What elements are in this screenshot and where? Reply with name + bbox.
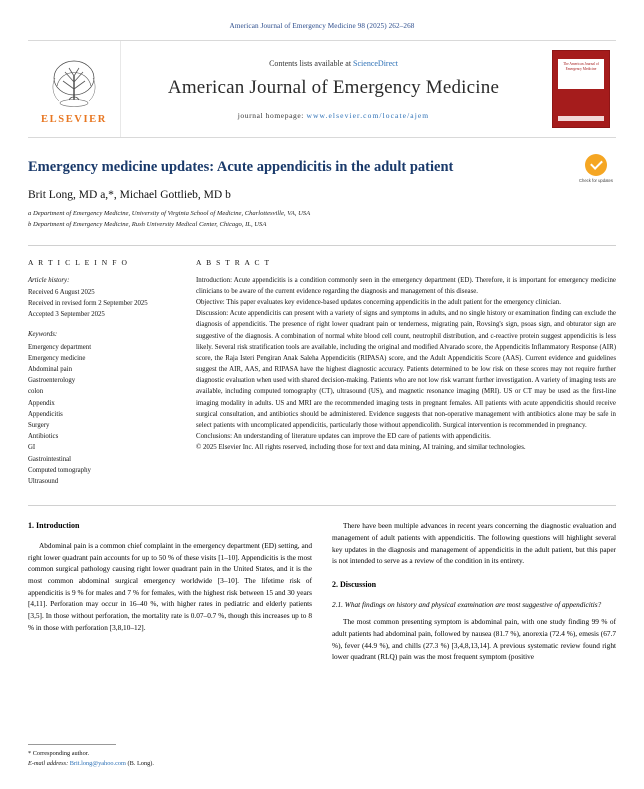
email-line bbox=[28, 759, 313, 769]
cover-image bbox=[552, 50, 610, 128]
body-column-right bbox=[332, 520, 616, 663]
publisher-name: ELSEVIER bbox=[41, 113, 107, 125]
body-column-left bbox=[28, 520, 312, 663]
homepage-line bbox=[238, 111, 430, 120]
paragraph: There have been multiple advances in recent years concerning the diagnostic evaluation and management of adult patients with appendicitis. The following questions will highlight several key updates in the diagnosis and management of appendicitis in the adult patient, but this paper is not intended to serve as a review of the condition in its entirety. bbox=[332, 521, 616, 566]
section-heading-discussion: 2. Discussion bbox=[332, 579, 377, 589]
abstract-discussion: Discussion: Acute appendicitis can present with a variety of signs and symptoms in adults, and no single history or examination finding can exclude the diagnosis of appendicitis. The presence of right lower quadrant pain or tenderness, migrating pain, Rovsing's sign, psoas sign, and obturator sign are suggestive of the diagnosis. A combination of normal white blood cell count, neutrophil distribution, and c-reactive protein suggest appendicitis is less likely. Several risk stratification tools are available, including the original and modified Alvarado score, the Appendicitis Inflammatory Response (AIR) score, the Raja Isteri Pengiran Anak Saleha Appendicitis (RIPASA) score, and the Adult Appendicitis Score (AAS). Current evidence and guidelines suggest the AIR, AAS, and RIPASA have the highest diagnostic accuracy. Patients determined to be low risk on these scores may not require further diagnostic evaluation when used with shared decision-making. Patients who are not low risk warrant further investigation. A variety of imaging tests are available, including computed tomography (CT), ultrasound (US), and magnetic resonance imaging (MRI). US or CT may be used as the first-line imaging modality in adults. US and MRI are the recommended imaging tests in pregnant females. All patients with acute appendicitis should receive surgical consultation, and antibiotics should be administered. Evidence suggests that non-operative management with antibiotics alone may be safe in select patients with uncomplicated appendicitis, particularly those without appendicolith. Surgical intervention is recommended in pregnancy. bbox=[196, 310, 616, 429]
article-head bbox=[28, 158, 616, 231]
divider-top bbox=[28, 245, 616, 246]
homepage-url[interactable]: www.elsevier.com/locate/ajem bbox=[306, 110, 430, 120]
email-suffix: (B. Long). bbox=[127, 759, 154, 767]
homepage-label: journal homepage: bbox=[237, 110, 304, 120]
contents-prefix: Contents lists available at bbox=[269, 58, 352, 68]
footnote-rule bbox=[28, 744, 116, 745]
history-label: Article history: bbox=[28, 276, 70, 284]
keyword-item: Appendicitis bbox=[28, 410, 63, 418]
keyword-item: Ultrasound bbox=[28, 478, 59, 486]
article-info-heading: A R T I C L E I N F O bbox=[28, 257, 129, 267]
keyword-item: Emergency department bbox=[28, 343, 92, 351]
article-history bbox=[28, 275, 178, 488]
check-icon bbox=[585, 154, 607, 176]
journal-title: American Journal of Emergency Medicine bbox=[167, 76, 500, 98]
keyword-item: Computed tomography bbox=[28, 466, 91, 474]
abstract-objective: Objective: This paper evaluates key evidence-based updates concerning appendicitis in the adult patient for the emergency clinician. bbox=[196, 298, 562, 306]
article-info-column bbox=[28, 258, 178, 488]
subsection-heading: 2.1. What findings on history and physical examination are most suggestive of appendicitis? bbox=[332, 599, 602, 609]
cover-bar bbox=[558, 116, 604, 121]
abstract-copyright: © 2025 Elsevier Inc. All rights reserved, including those for text and data mining, AI training, and similar technologies. bbox=[196, 444, 526, 452]
divider-body bbox=[28, 505, 616, 506]
paragraph: Abdominal pain is a common chief complaint in the emergency department (ED) setting, and right lower quadrant pain accounts for up to 50 % of these visits [1–10]. Appendicitis is the most common surgical pathology causing right lower quadrant pain in the United States, and it is the most common abdominal surgical emergency worldwide [3–10]. The lifetime risk of appendicitis is 9 % for males and 7 % for females, with the highest risk between 15 and 30 years [4,11]. Perforation may occur in 16–40 %, with higher rates in pediatric and elderly patients [3,5]. In those without perforation, the mortality rate is 0.07–0.7 %, though this increases up to 8 % in those with perforation [3,8,10–12]. bbox=[28, 541, 312, 632]
contents-line bbox=[269, 59, 398, 68]
running-head: American Journal of Emergency Medicine 98 (2025) 262–268 bbox=[229, 22, 415, 30]
keywords-label: Keywords: bbox=[28, 331, 58, 339]
cover-title: The American Journal of Emergency Medicine bbox=[558, 59, 604, 89]
corresponding-author-note: * Corresponding author. bbox=[28, 749, 90, 757]
sciencedirect-link[interactable]: ScienceDirect bbox=[353, 58, 398, 68]
history-item: Accepted 3 September 2025 bbox=[28, 311, 105, 319]
info-abstract-row bbox=[28, 258, 616, 488]
keyword-item: Surgery bbox=[28, 422, 50, 429]
affiliation-a: a Department of Emergency Medicine, University of Virginia School of Medicine, Charlottesville, VA, USA bbox=[28, 210, 311, 218]
keyword-item: Abdominal pain bbox=[28, 365, 72, 373]
journal-center bbox=[121, 41, 546, 137]
footnote bbox=[28, 744, 313, 769]
crossmark-label: Check for updates bbox=[579, 178, 613, 183]
history-item: Received 6 August 2025 bbox=[28, 288, 95, 296]
keyword-item: Gastrointestinal bbox=[28, 455, 72, 463]
paragraph: The most common presenting symptom is abdominal pain, with one study finding 99 % of adult patients had abdominal pain, followed by nausea (81.7 %), anorexia (72.4 %), emesis (67.7 %), fever (44.9 %), and chills (27.3 %) [3,4,8,13,14]. A previous systematic review found right lower quadrant (RLQ) pain was the most frequent symptom (positive bbox=[332, 617, 616, 662]
keyword-item: Gastroenterology bbox=[28, 377, 76, 385]
history-item: Received in revised form 2 September 2025 bbox=[28, 299, 148, 307]
journal-cover bbox=[546, 41, 616, 137]
publisher-logo bbox=[28, 41, 121, 137]
keyword-item: Antibiotics bbox=[28, 433, 59, 441]
abstract-introduction: Introduction: Acute appendicitis is a condition commonly seen in the emergency department (ED). Therefore, it is important for emergency medicine clinicians to be aware of the current evidence regarding the diagnosis and management of this disease. bbox=[196, 276, 616, 295]
keyword-item: Emergency medicine bbox=[28, 354, 86, 362]
abstract-heading: A B S T R A C T bbox=[196, 257, 271, 267]
author-list: Brit Long, MD a,*, Michael Gottlieb, MD b bbox=[28, 189, 231, 202]
abstract-conclusions: Conclusions: An understanding of literature updates can improve the ED care of patients with appendicitis. bbox=[196, 433, 491, 441]
email-link[interactable]: Brit.long@yahoo.com bbox=[69, 759, 126, 767]
journal-masthead bbox=[28, 40, 616, 138]
email-label: E-mail address: bbox=[28, 759, 69, 767]
page-title: Emergency medicine updates: Acute appendicitis in the adult patient bbox=[28, 159, 454, 175]
abstract-body bbox=[196, 275, 616, 454]
abstract-column bbox=[196, 258, 616, 488]
keyword-item: colon bbox=[28, 388, 44, 396]
body-columns bbox=[28, 520, 616, 663]
keyword-item: Appendix bbox=[28, 399, 55, 407]
crossmark-badge[interactable] bbox=[576, 154, 616, 183]
section-heading-introduction: 1. Introduction bbox=[28, 521, 80, 531]
keyword-item: GI bbox=[28, 444, 36, 452]
elsevier-tree-icon bbox=[45, 56, 103, 112]
affiliation-b: b Department of Emergency Medicine, Rush University Medical Center, Chicago, IL, USA bbox=[28, 221, 267, 229]
